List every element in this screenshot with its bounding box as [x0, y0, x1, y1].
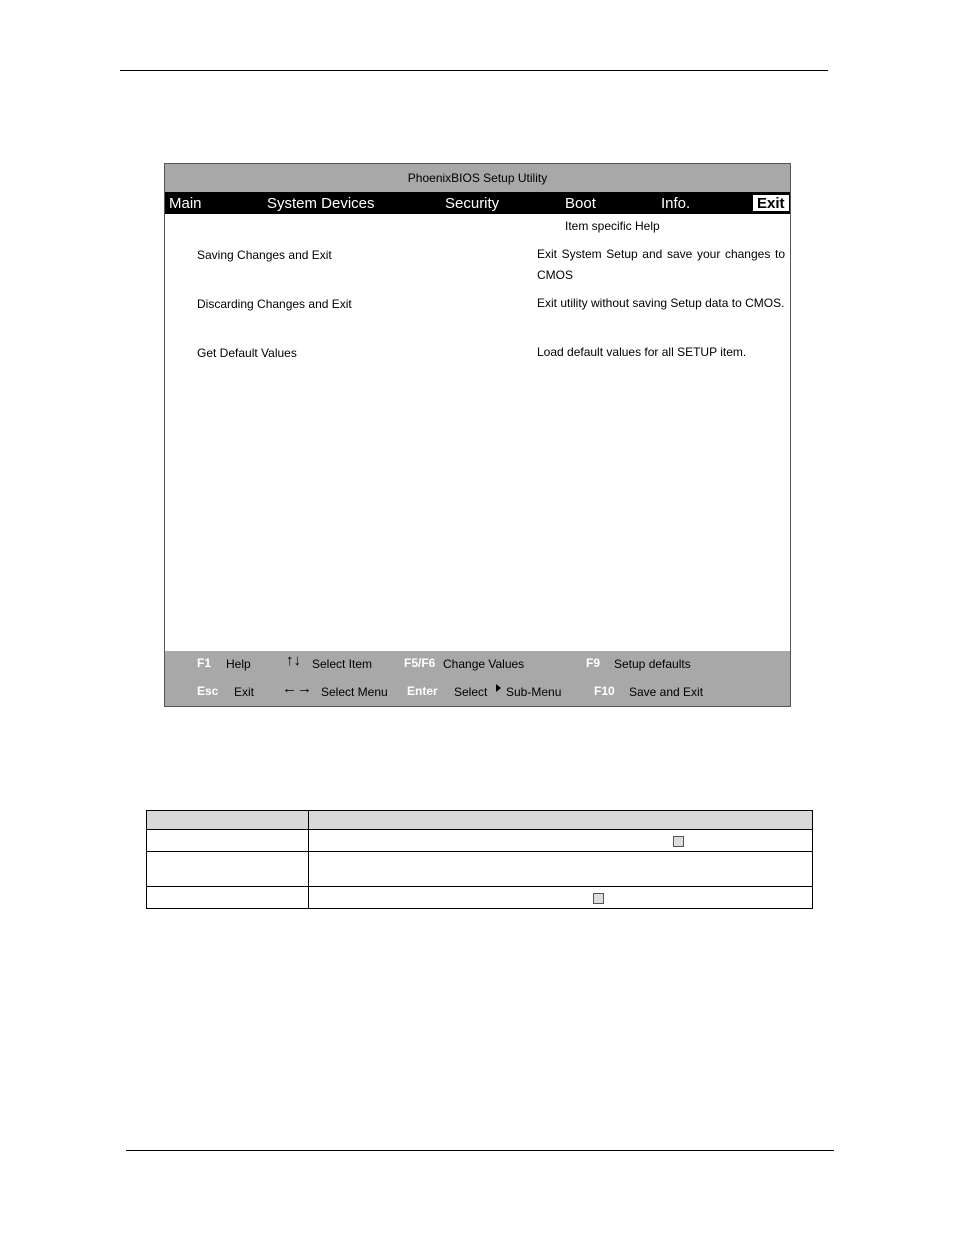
key-updown-desc: Select Item: [312, 657, 373, 671]
bios-menu-bar: [165, 192, 790, 214]
help-text-defaults: Load default values for all SETUP item.: [537, 345, 747, 359]
left-right-arrow-icon: ←→: [282, 680, 312, 697]
table-row: [147, 852, 813, 887]
key-esc: Esc: [197, 684, 219, 698]
key-esc-desc: Exit: [234, 685, 255, 699]
menu-main[interactable]: Main: [169, 195, 202, 212]
menu-system-devices[interactable]: System Devices: [267, 195, 375, 212]
key-enter: Enter: [407, 684, 438, 698]
bios-title: PhoenixBIOS Setup Utility: [165, 164, 790, 192]
table-header-row: [147, 811, 813, 830]
table-header-cell: [147, 811, 309, 830]
exit-option-defaults[interactable]: Get Default Values: [197, 346, 297, 360]
header-rule: [120, 70, 828, 71]
table-row: [147, 887, 813, 909]
up-down-arrow-icon: ↑↓: [286, 652, 301, 669]
key-f1-desc: Help: [226, 657, 251, 671]
key-f9: F9: [586, 656, 601, 670]
menu-info[interactable]: Info.: [661, 195, 691, 212]
parameter-table: [146, 810, 813, 909]
key-f10: F10: [594, 684, 615, 698]
table-cell: [309, 830, 813, 852]
key-f9-desc: Setup defaults: [614, 657, 691, 671]
table-row: [147, 830, 813, 852]
table-cell: [309, 887, 813, 909]
help-text-discard: Exit utility without saving Setup data to CMOS.: [537, 296, 785, 310]
key-image-icon: [673, 836, 684, 847]
table-cell: [309, 852, 813, 887]
key-f5f6: F5/F6: [404, 656, 436, 670]
table-cell: [147, 830, 309, 852]
menu-security[interactable]: Security: [445, 195, 500, 212]
submenu-desc: Sub-Menu: [506, 685, 562, 699]
bios-screenshot: [164, 163, 791, 707]
menu-boot[interactable]: Boot: [565, 195, 596, 212]
menu-exit[interactable]: Exit: [753, 195, 789, 211]
exit-option-discard[interactable]: Discarding Changes and Exit: [197, 297, 352, 311]
help-header: Item specific Help: [565, 219, 660, 233]
key-leftright-desc: Select Menu: [321, 685, 388, 699]
key-f1: F1: [197, 656, 212, 670]
key-image-icon: [593, 893, 604, 904]
key-enter-desc: Select: [454, 685, 488, 699]
table-header-cell: [309, 811, 813, 830]
help-text-save: Exit System Setup and save your changes to CMOS: [537, 247, 785, 282]
exit-option-save[interactable]: Saving Changes and Exit: [197, 248, 332, 262]
bios-footer: [165, 651, 790, 707]
key-f5f6-desc: Change Values: [443, 657, 525, 671]
footer-rule: [126, 1150, 834, 1151]
submenu-triangle-icon: [496, 684, 501, 692]
table-cell: [147, 887, 309, 909]
key-f10-desc: Save and Exit: [629, 685, 704, 699]
table-cell: [147, 852, 309, 887]
